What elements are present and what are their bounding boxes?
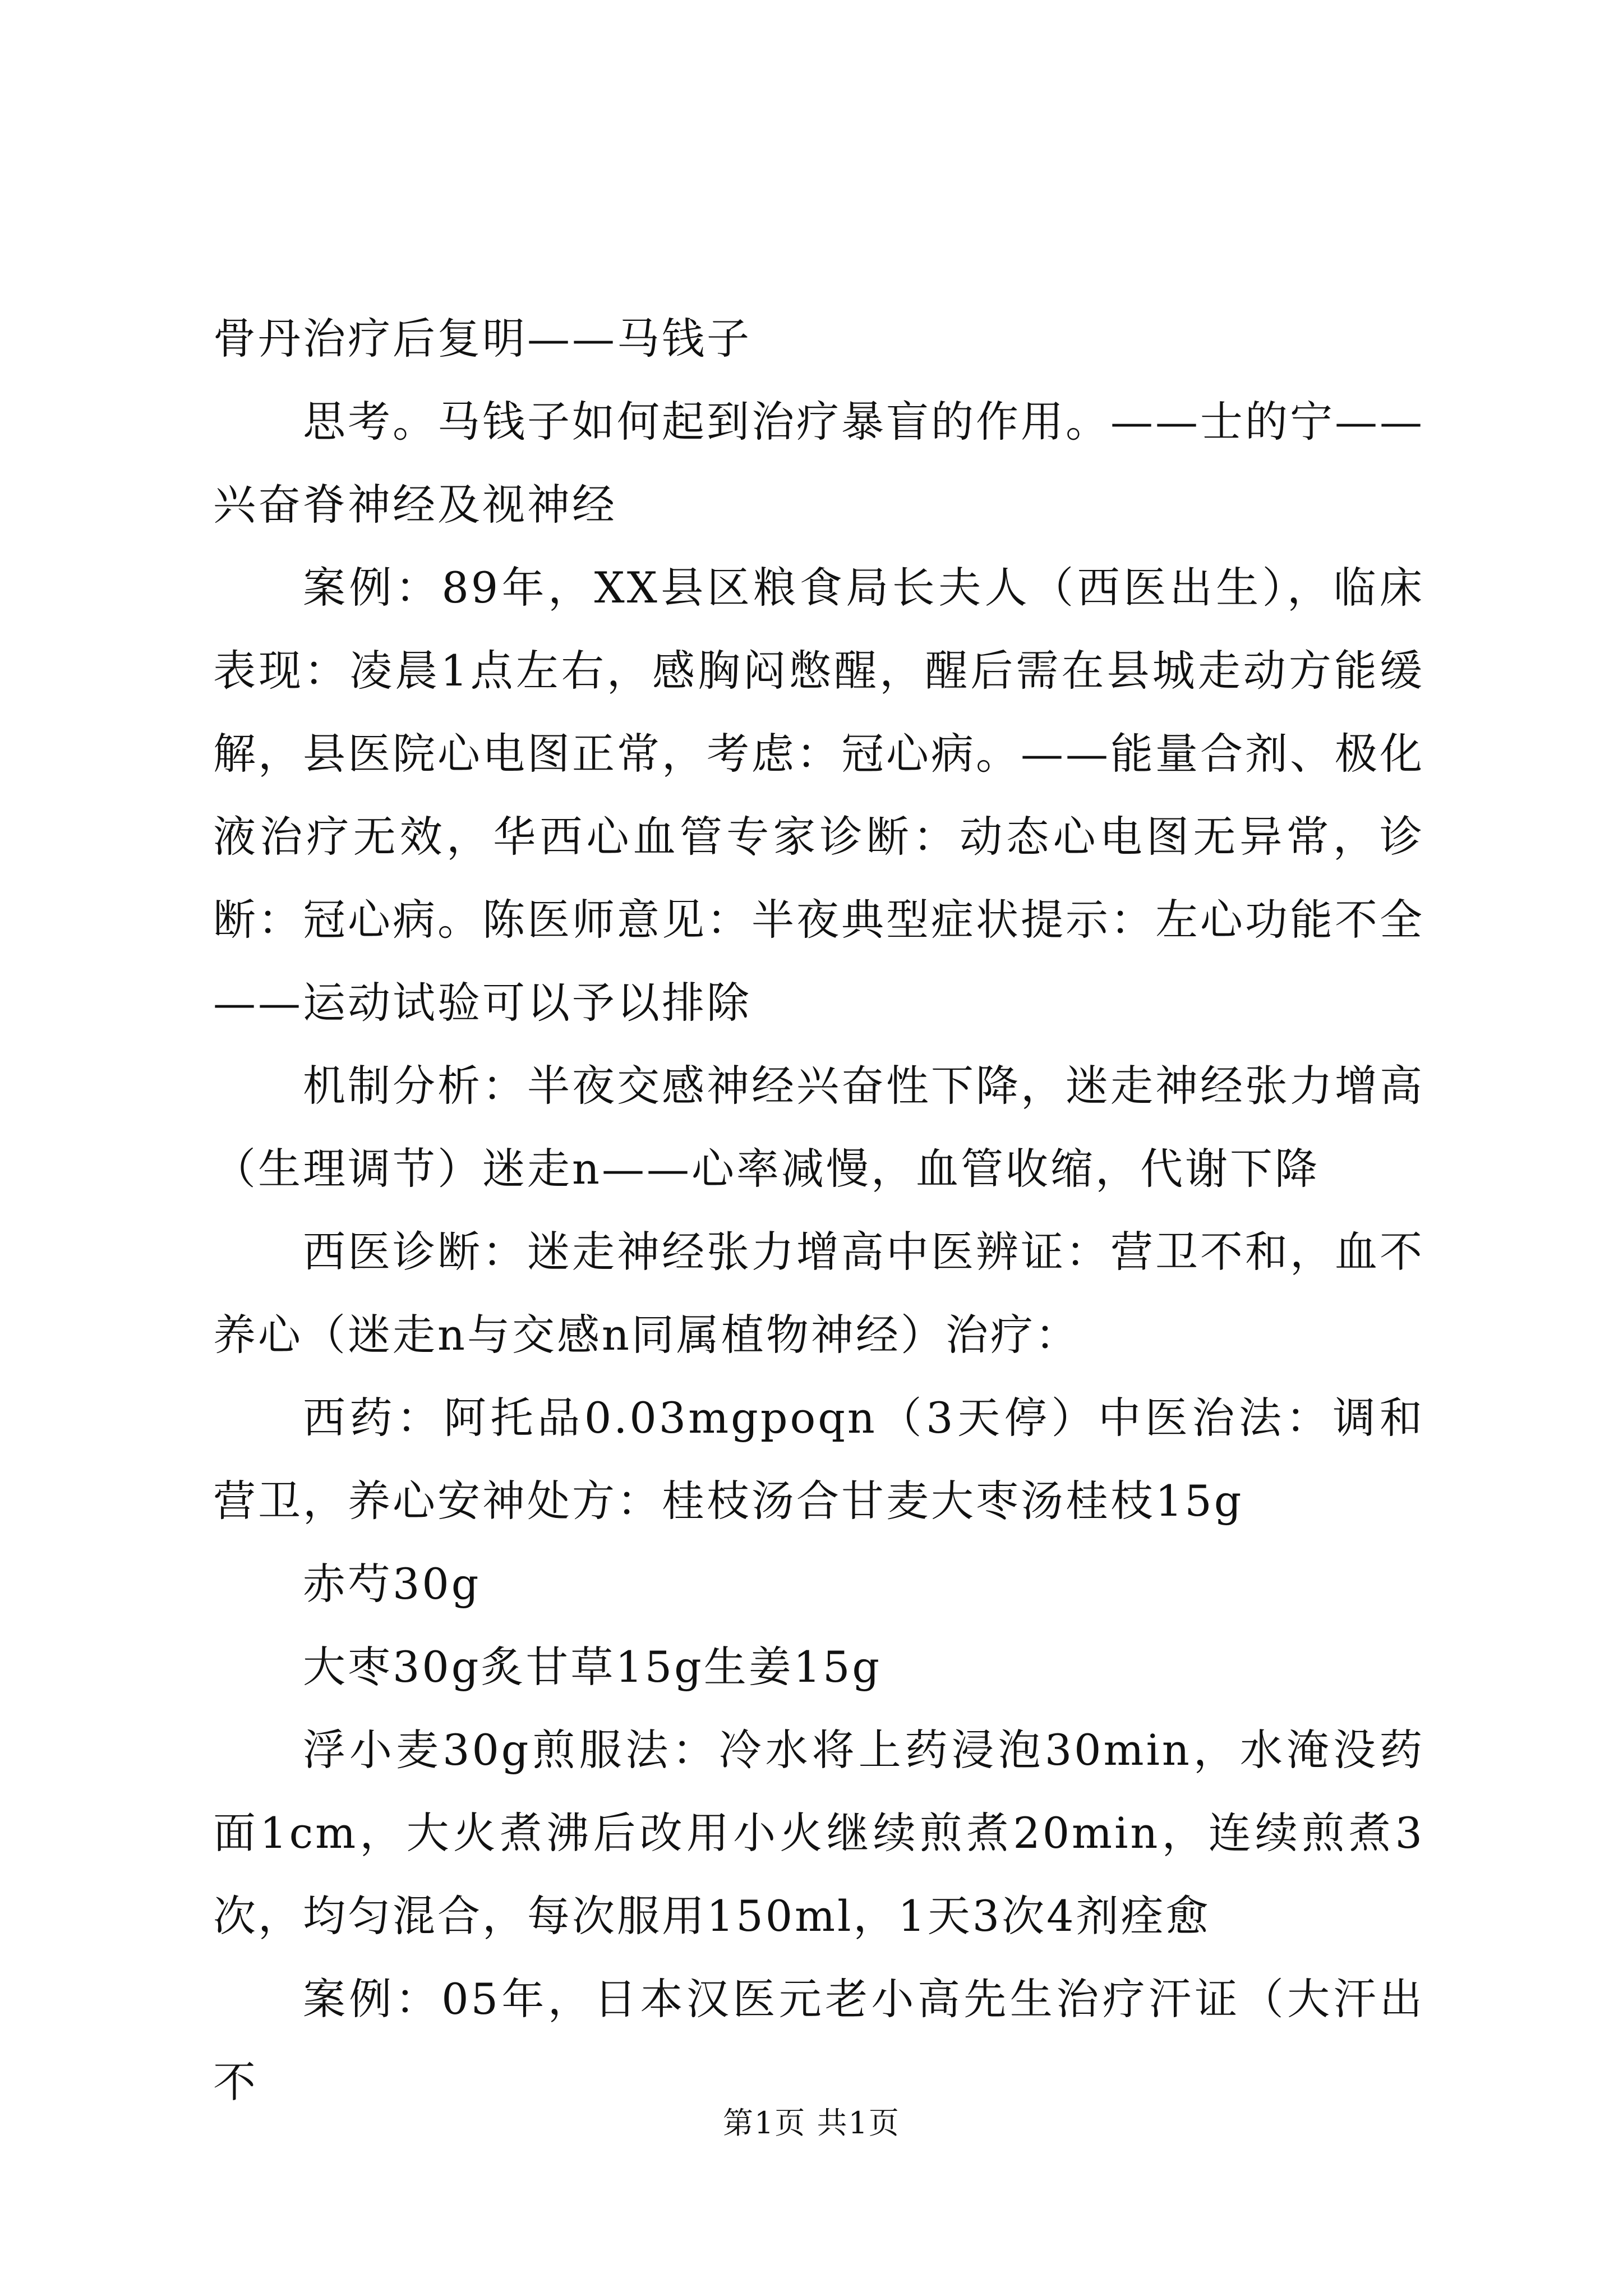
paragraph: 案例：89年，XX县区粮食局长夫人（西医出生），临床表现：凌晨1点左右，感胸闷憋醒，醒后需在县城走动方能缓解，县医院心电图正常，考虑：冠心病。——能量合剂、极化液治疗无效，华西心血管专家诊断：动态心电图无异常，诊断：冠心病。陈医师意见：半夜典型症状提示：左心功能不全——运动试验可以予以排除 bbox=[213, 563, 1424, 1028]
paragraph: 机制分析：半夜交感神经兴奋性下降，迷走神经张力增高（生理调节）迷走n——心率减慢，血管收缩，代谢下降 bbox=[213, 1061, 1424, 1194]
paragraph: 案例：05年，日本汉医元老小高先生治疗汗证（大汗出不 bbox=[213, 1974, 1424, 2107]
paragraph: 浮小麦30g煎服法：冷水将上药浸泡30min，水淹没药面1cm，大火煮沸后改用小火继续煎煮20min，连续煎煮3次，均匀混合，每次服用150ml，1天3次4剂痊愈 bbox=[213, 1725, 1424, 1941]
paragraph: 思考。马钱子如何起到治疗暴盲的作用。——士的宁——兴奋脊神经及视神经 bbox=[213, 397, 1424, 530]
paragraph: 赤芍30g bbox=[303, 1559, 481, 1609]
paragraph: 大枣30g炙甘草15g生姜15g bbox=[303, 1642, 882, 1692]
page-footer bbox=[0, 2104, 1623, 2143]
document-body bbox=[213, 297, 1424, 2124]
page-number-label: 第1页 共1页 bbox=[723, 2105, 900, 2141]
paragraph-title: 骨丹治疗后复明——马钱子 bbox=[213, 314, 751, 364]
paragraph: 西医诊断：迷走神经张力增高中医辨证：营卫不和，血不养心（迷走n与交感n同属植物神经）治疗： bbox=[213, 1227, 1424, 1360]
paragraph: 西药：阿托品0.03mgpoqn（3天停）中医治法：调和营卫，养心安神处方：桂枝汤合甘麦大枣汤桂枝15g bbox=[213, 1393, 1424, 1526]
